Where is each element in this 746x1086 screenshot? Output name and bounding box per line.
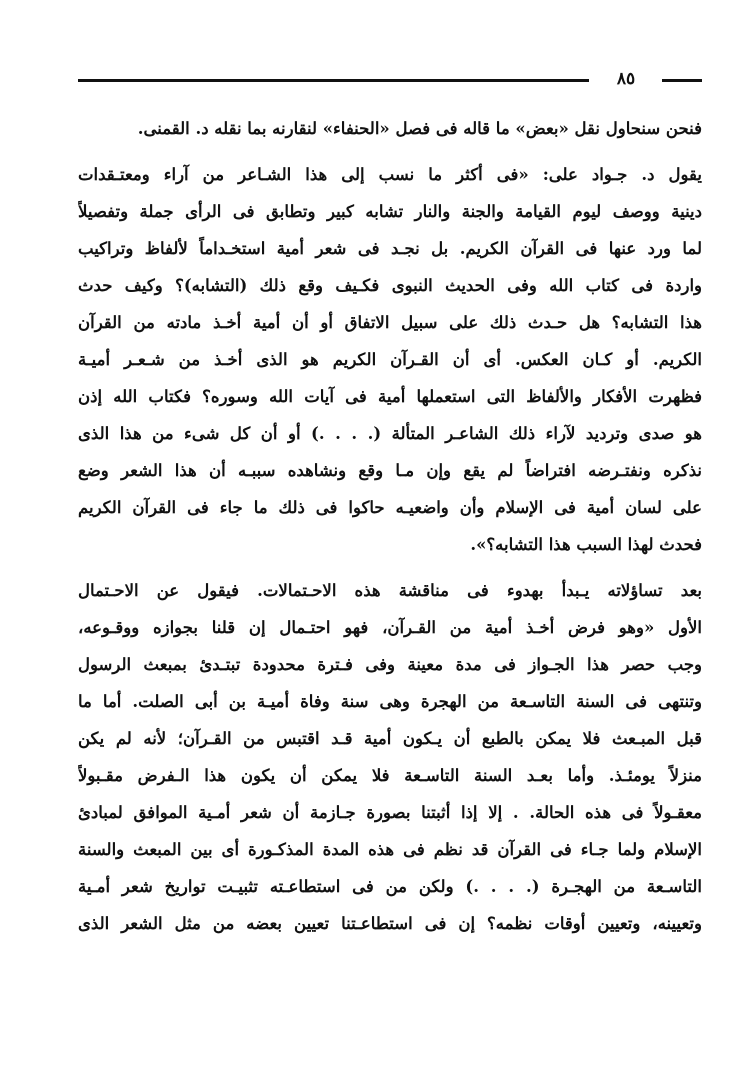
text-line: وتعيينه، وتعيين أوقات نظمه؟ إن فى استطاعـتنا تعيين بعضه من مثل الشعر الذى: [78, 914, 702, 933]
text-line: هو صدى وترديد لآراء ذلك الشاعـر المتألة (. . . .) أو أن كل شىء من هذا الذى: [78, 424, 702, 443]
text-line: يقول د. جـواد على: «فى أكثر ما نسب إلى هذا الشـاعر من آراء ومعتـقدات: [78, 165, 702, 184]
body-text: [78, 110, 702, 942]
text-line: نذكره ونفتـرضه افتراضاً لم يقع وإن مـا وقع ونشاهده سببـه أن هذا الشعر وضع: [78, 461, 702, 480]
text-line: فظهرت الأفكار والألفاظ التى استعملها أمية فى آيات الله وسوره؟ فكتاب الله إذن: [78, 387, 702, 406]
text-line: فنحن سنحاول نقل «بعض» ما قاله فى فصل «الحنفاء» لنقارنه بما نقله د. القمنى.: [137, 119, 702, 138]
text-line: الإسلام ولما جـاء فى القرآن قد نظم فى هذه المدة المذكـورة أى بين المبعث والسنة: [78, 840, 702, 859]
text-line: هذا التشابه؟ هل حـدث ذلك على سبيل الاتفاق أو أن أمية أخـذ مادته من القرآن: [78, 313, 702, 332]
text-line: وجب حصر هذا الجـواز فى مدة معينة وفى فـترة محدودة تبتـدئ بمبعث الرسول: [78, 655, 702, 674]
header-rule-short: [662, 79, 702, 82]
text-line: منزلاً يومئـذ. وأما بعـد السنة التاسـعة فلا يمكن أن يكون هذا الـفرض مقـبولاً: [78, 766, 702, 785]
page-number: ٨٥: [616, 69, 636, 89]
text-line: لما ورد عنها فى القرآن الكريم. بل نجـد فى شعر أمية استخـداماً لألفاظ وتراكيب: [78, 239, 702, 258]
text-line: بعد تساؤلاته يـبدأ بهدوء فى مناقشة هذه الاحـتمالات. فيقول عن الاحـتمال: [78, 581, 702, 600]
text-line: معقـولاً فى هذه الحالة. . إلا إذا أثبتنا بصورة جـازمة أن شعر أمـية الموافق لمبادئ: [78, 803, 702, 822]
paragraph-2: [78, 156, 702, 563]
header-rule-long: [78, 79, 589, 82]
text-line: دينية ووصف ليوم القيامة والجنة والنار تشابه كبير وتطابق فى الرأى جملة وتفصيلاً: [78, 202, 702, 221]
text-line: الكريم. أو كـان العكس. أى أن القـرآن الكريم هو الذى أخـذ من شـعـر أميـة: [78, 350, 702, 369]
text-line: وتنتهى فى السنة التاسـعة من الهجرة وهى سنة وفاة أميـة بن أبى الصلت. أما ما: [78, 692, 702, 711]
text-line: الأول «وهو فرض أخـذ أمية من القـرآن، فهو احتـمال إن قلنا بجوازه ووقـوعه،: [78, 618, 702, 637]
paragraph-1: [78, 110, 702, 147]
paragraph-3: [78, 572, 702, 942]
text-line: التاسـعة من الهجـرة (. . . .) ولكن من فى استطاعـته تثبيـت تواريخ شعر أمـية: [78, 877, 702, 896]
text-line: واردة فى كتاب الله وفى الحديث النبوى فكـيف وقع ذلك (التشابه)؟ وكيف حدث: [78, 276, 702, 295]
page-header: [78, 68, 702, 90]
text-line: فحدث لهذا السبب هذا التشابه؟».: [470, 535, 702, 554]
text-line: على لسان أمية فى الإسلام وأن واضعيـه حاكوا فى ذلك ما جاء فى القرآن الكريم: [78, 498, 702, 517]
text-line: قبل المبـعث فلا يمكن بالطبع أن يـكون أمية قـد اقتبس من القـرآن؛ لأنه لم يكن: [78, 729, 702, 748]
